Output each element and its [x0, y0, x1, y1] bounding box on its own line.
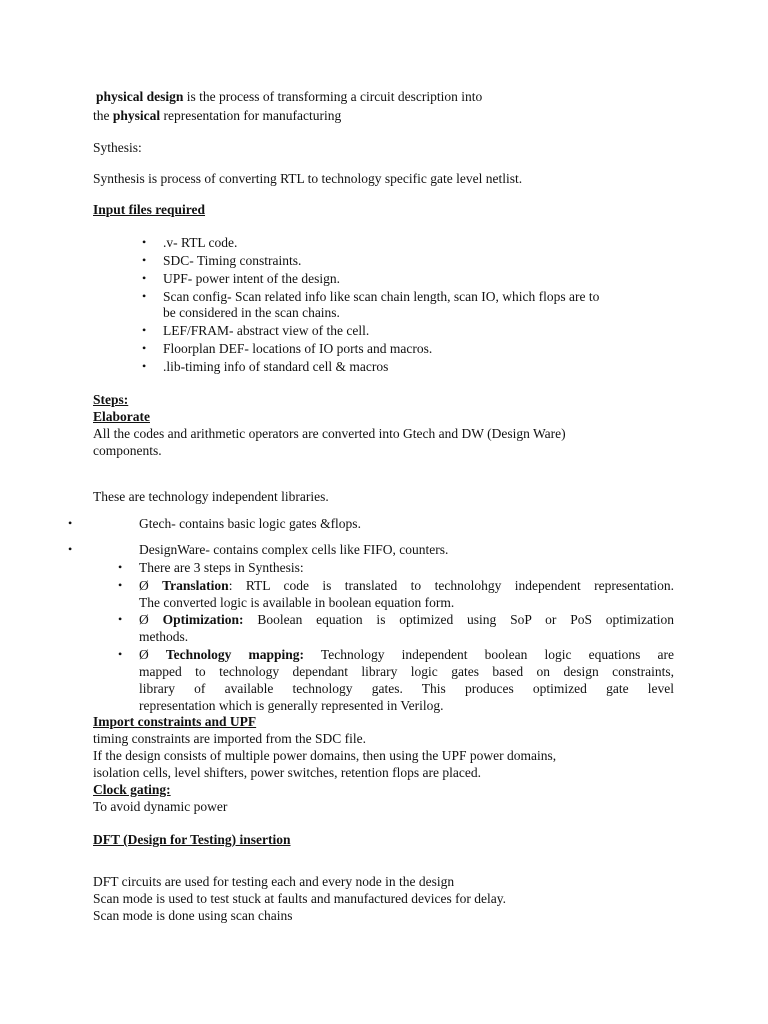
intro-line-1-text: is the process of transforming a circuit description into: [183, 89, 483, 104]
translation-item: [139, 577, 674, 611]
steps-heading: Steps:: [93, 392, 129, 407]
input-file-item: LEF/FRAM- abstract view of the cell.: [163, 323, 370, 338]
intro-line-2: [93, 107, 341, 124]
technology-mapping-line-1: [139, 646, 674, 663]
dft-heading: DFT (Design for Testing) insertion: [93, 832, 291, 847]
intro-line-2-text: representation for manufacturing: [160, 108, 342, 123]
technology-mapping-text-4: representation which is generally represented in Verilog.: [139, 698, 444, 713]
optimization-text-2: methods.: [139, 629, 189, 644]
bullet-icon: •: [142, 323, 147, 337]
optimization-term: Optimization:: [162, 612, 244, 627]
bullet-icon: •: [142, 341, 147, 355]
intro-term-physical-design: physical design: [96, 89, 184, 104]
designware-item: DesignWare- contains complex cells like FIFO, counters.: [139, 542, 449, 557]
intro-line-1: [96, 88, 482, 105]
translation-text-1: : RTL code is translated to technolohgy independent representation.: [228, 578, 674, 593]
import-text-3: isolation cells, level shifters, power switches, retention flops are placed.: [93, 765, 482, 780]
optimization-text-1: Boolean equation is optimized using SoP or PoS optimization: [243, 612, 674, 627]
bullet-icon: •: [142, 253, 147, 267]
sythesis-label: Sythesis:: [93, 140, 142, 155]
empty-set-symbol: Ø: [139, 647, 149, 662]
input-file-item: SDC- Timing constraints.: [163, 253, 302, 268]
bullet-icon: •: [68, 516, 73, 530]
import-text-1: timing constraints are imported from the SDC file.: [93, 731, 366, 746]
dft-text-3: Scan mode is done using scan chains: [93, 908, 293, 923]
bullet-icon: •: [118, 560, 123, 574]
elaborate-heading: Elaborate: [93, 409, 150, 424]
technology-mapping-item: [139, 646, 674, 714]
bullet-icon: •: [142, 271, 147, 285]
input-file-item: .v- RTL code.: [163, 235, 238, 250]
synthesis-definition: Synthesis is process of converting RTL to technology specific gate level netlist.: [93, 171, 523, 186]
intro-term-physical: physical: [112, 108, 161, 123]
independent-libraries-text: These are technology independent libraries.: [93, 489, 329, 504]
bullet-icon: •: [142, 359, 147, 373]
translation-text-2: The converted logic is available in boolean equation form.: [139, 595, 455, 610]
bullet-icon: •: [142, 235, 147, 249]
input-file-item: .lib-timing info of standard cell & macros: [163, 359, 389, 374]
optimization-item: [139, 611, 674, 645]
optimization-line-1: [139, 611, 674, 628]
gtech-item: Gtech- contains basic logic gates &flops.: [139, 516, 361, 531]
technology-mapping-text-1: Technology independent boolean logic equations are: [304, 647, 674, 662]
input-file-item: Floorplan DEF- locations of IO ports and macros.: [163, 341, 433, 356]
bullet-icon: •: [118, 647, 123, 661]
import-text-2: If the design consists of multiple power domains, then using the UPF power domains,: [93, 748, 557, 763]
dft-text-2: Scan mode is used to test stuck at faults and manufactured devices for delay.: [93, 891, 506, 906]
technology-mapping-text-3: library of available technology gates. This produces optimized gate level: [139, 681, 674, 696]
technology-mapping-term: Technology mapping:: [165, 647, 305, 662]
translation-term: Translation: [162, 578, 229, 593]
empty-set-symbol: Ø: [139, 612, 149, 627]
elaborate-text-2: components.: [93, 443, 162, 458]
clock-gating-text: To avoid dynamic power: [93, 799, 228, 814]
import-constraints-heading: Import constraints and UPF: [93, 714, 257, 729]
clock-gating-heading: Clock gating:: [93, 782, 171, 797]
input-files-heading: Input files required: [93, 202, 206, 217]
bullet-icon: •: [68, 542, 73, 556]
input-file-item: Scan config- Scan related info like scan chain length, scan IO, which flops are to: [163, 289, 600, 304]
dft-text-1: DFT circuits are used for testing each and every node in the design: [93, 874, 455, 889]
intro-line-2-pre: the: [93, 108, 113, 123]
empty-set-symbol: Ø: [139, 578, 149, 593]
bullet-icon: •: [118, 612, 123, 626]
input-file-item: UPF- power intent of the design.: [163, 271, 340, 286]
bullet-icon: •: [142, 289, 147, 303]
bullet-icon: •: [118, 578, 123, 592]
three-steps-text: There are 3 steps in Synthesis:: [139, 560, 304, 575]
technology-mapping-text-2: mapped to technology dependant library logic gates based on design constraints,: [139, 664, 674, 679]
elaborate-text-1: All the codes and arithmetic operators are converted into Gtech and DW (Design Ware): [93, 426, 566, 441]
input-file-item-continued: be considered in the scan chains.: [163, 305, 340, 320]
translation-line-1: [139, 577, 674, 594]
